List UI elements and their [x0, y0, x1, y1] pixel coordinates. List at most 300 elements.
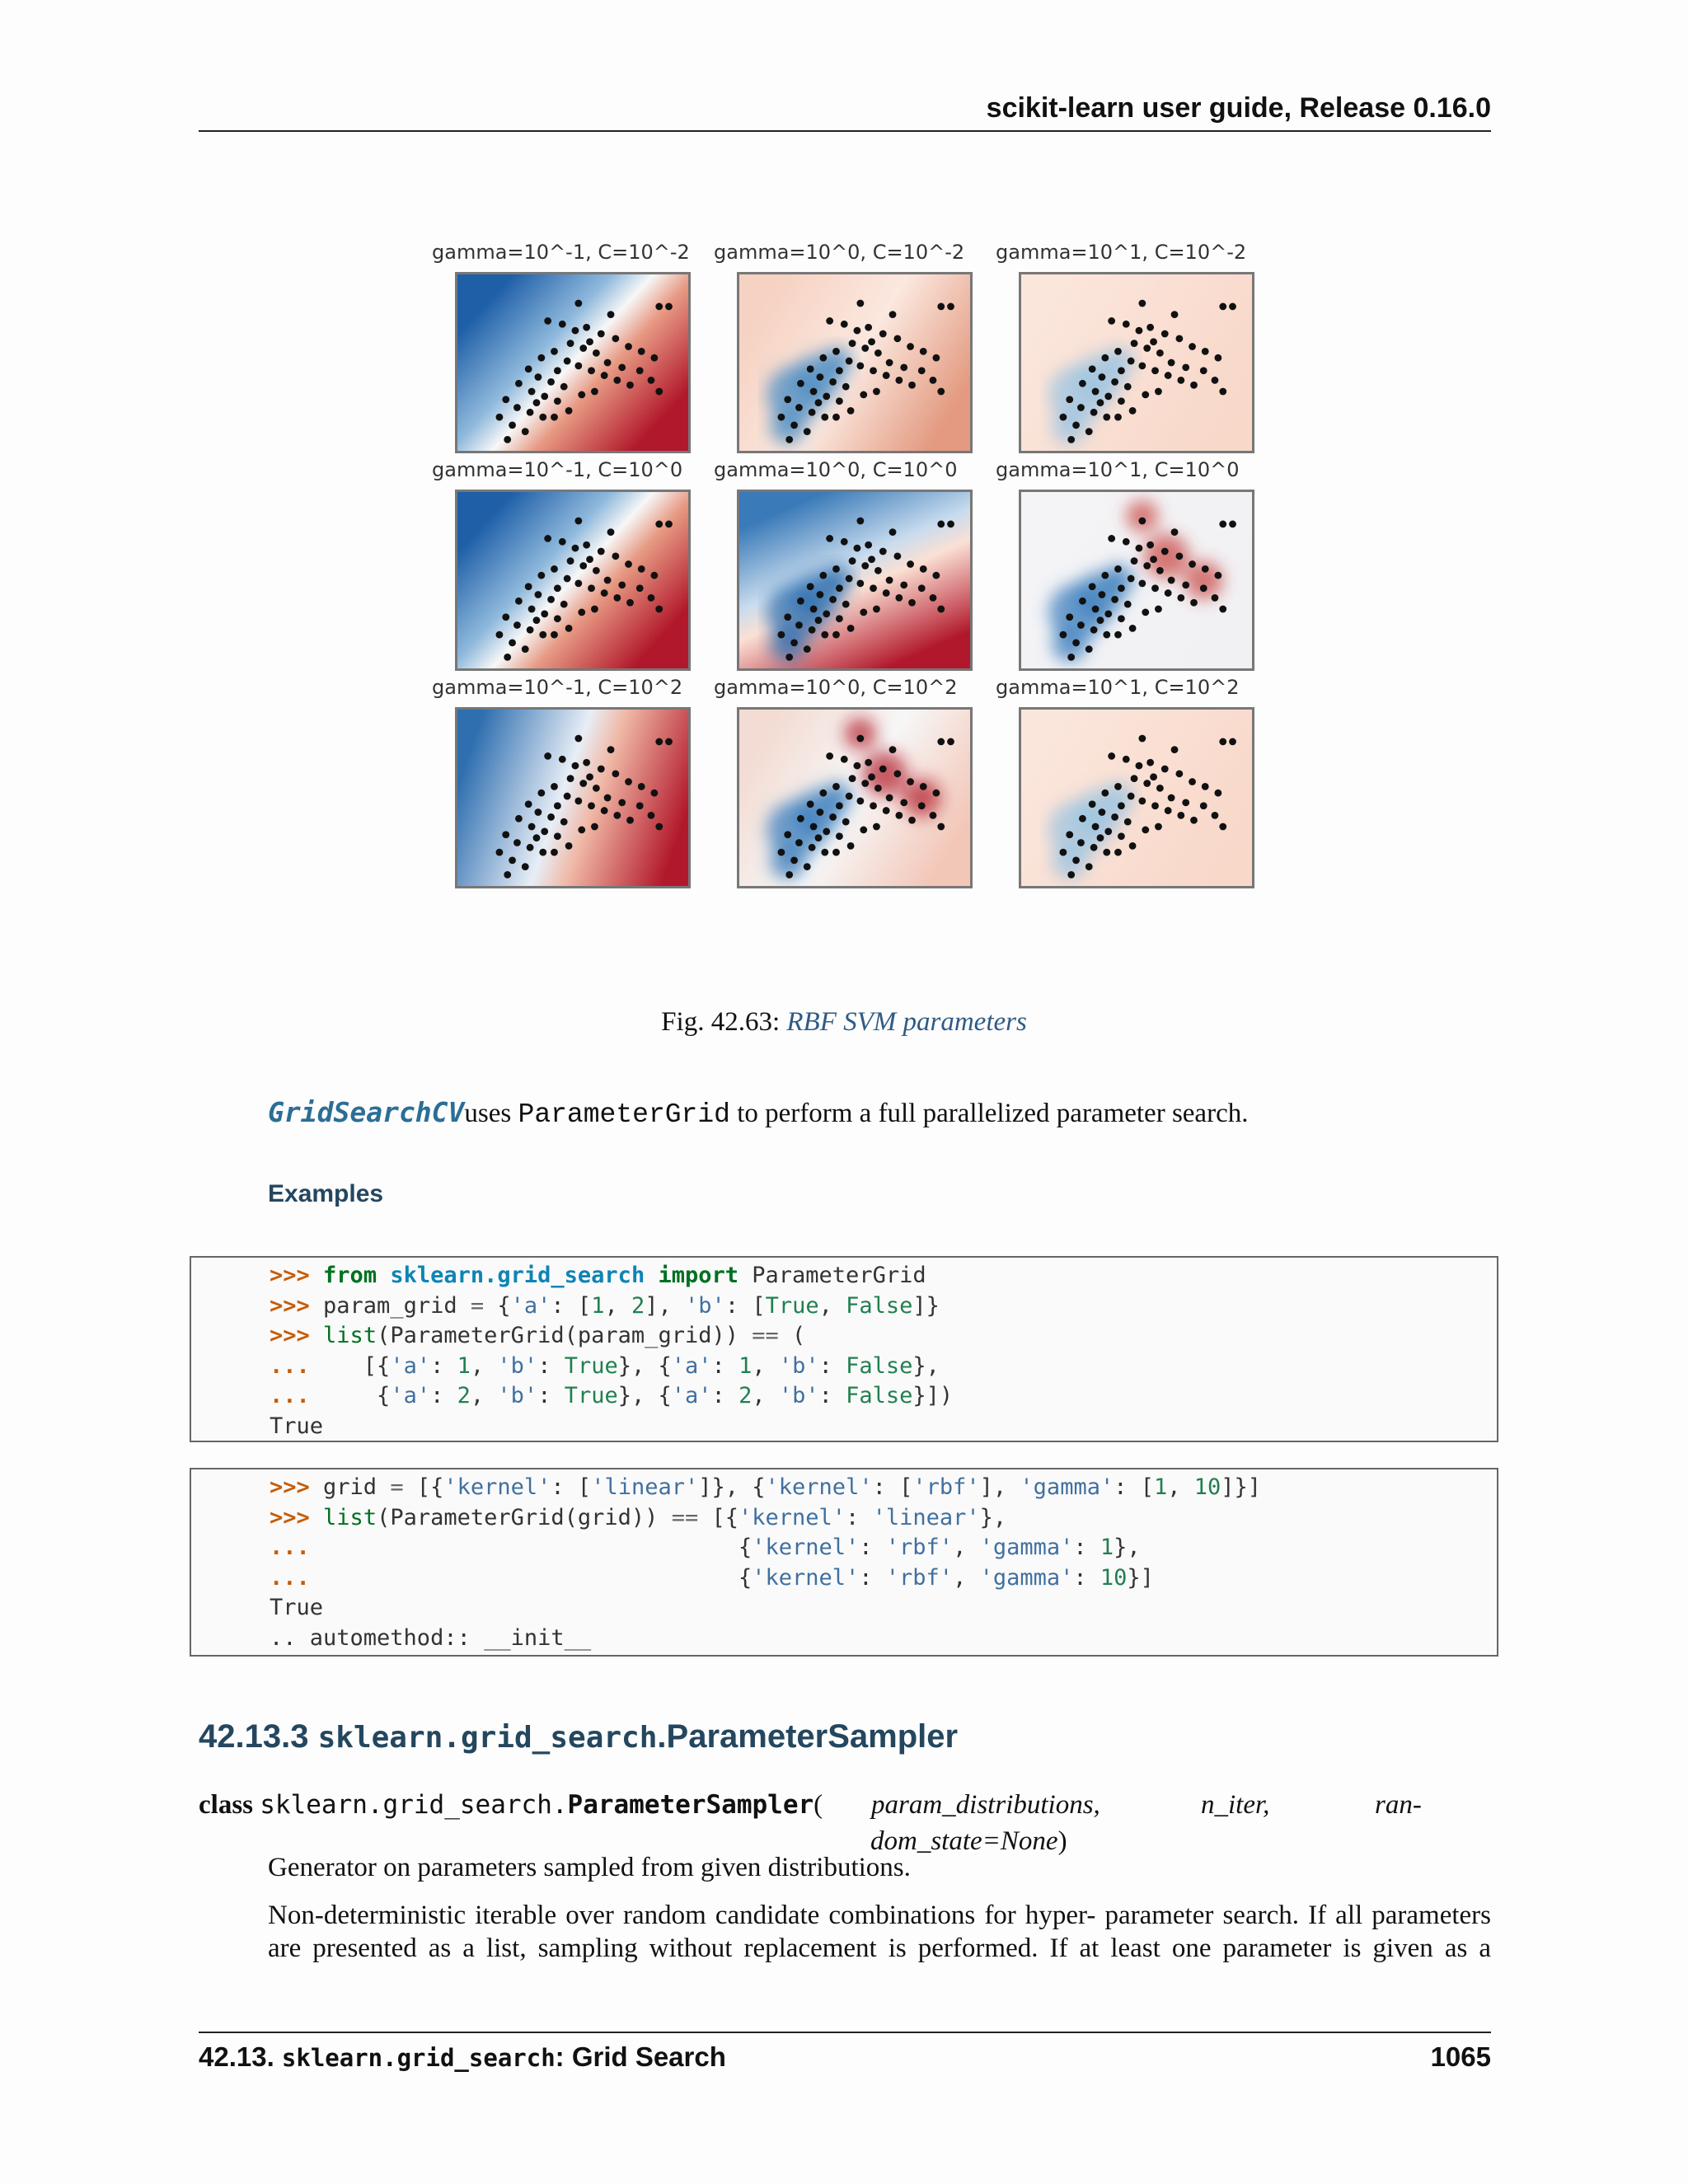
- sample-point: [586, 773, 593, 780]
- sample-point: [1214, 354, 1221, 362]
- sample-point: [560, 601, 568, 608]
- sample-point: [525, 583, 532, 590]
- decision-function-panel: [455, 272, 691, 453]
- sample-point: [574, 798, 582, 805]
- sample-point: [1165, 589, 1172, 597]
- sample-point: [648, 594, 655, 602]
- sample-point: [810, 823, 818, 831]
- decision-function-panel: [737, 272, 973, 453]
- sample-point: [638, 348, 645, 355]
- sample-point: [819, 572, 827, 579]
- sample-point: [574, 518, 582, 525]
- sample-point: [1114, 565, 1122, 573]
- sample-point: [1190, 817, 1198, 824]
- sample-point: [515, 598, 523, 605]
- sample-point: [593, 349, 600, 357]
- sample-point: [1161, 766, 1169, 773]
- sample-point: [583, 541, 590, 549]
- sample-point: [1072, 856, 1080, 864]
- sample-point: [564, 358, 571, 365]
- sample-point: [804, 428, 811, 435]
- sample-point: [650, 354, 658, 362]
- sample-point: [1182, 581, 1189, 588]
- sample-point: [821, 631, 828, 639]
- sample-point: [613, 812, 621, 819]
- sample-point: [1090, 626, 1098, 634]
- sample-point: [815, 616, 823, 624]
- sample-point: [591, 823, 598, 831]
- sample-point: [856, 735, 864, 743]
- sample-point: [1118, 584, 1125, 592]
- sample-point: [522, 863, 529, 870]
- sample-point: [1060, 414, 1067, 421]
- sample-point: [1104, 610, 1112, 617]
- sample-point: [554, 397, 561, 405]
- sample-point: [832, 348, 840, 355]
- signature-name: [260, 1790, 814, 1820]
- sample-point: [1104, 392, 1112, 400]
- page-footer: [199, 2032, 1491, 2072]
- sample-point: [937, 303, 945, 311]
- sample-point: [785, 654, 793, 661]
- panel-title: gamma=10^0, C=10^0: [714, 458, 958, 481]
- sample-point: [1097, 834, 1104, 841]
- sample-point: [1092, 823, 1100, 831]
- sample-point: [625, 778, 632, 785]
- sample-point: [1111, 596, 1118, 603]
- sample-point: [541, 827, 548, 835]
- sample-point: [874, 567, 882, 574]
- sample-point: [1229, 521, 1236, 528]
- examples-heading: Examples: [268, 1180, 384, 1207]
- sample-point: [1212, 377, 1219, 384]
- sample-point: [1124, 818, 1132, 826]
- intro-text-2: to perform a full parallelized parameter search.: [729, 1099, 1249, 1128]
- sample-point: [1108, 752, 1115, 760]
- sample-point: [809, 626, 816, 634]
- sample-point: [826, 317, 833, 325]
- sample-point: [1156, 785, 1164, 792]
- sample-point: [598, 330, 605, 338]
- sample-point: [544, 535, 551, 542]
- sample-point: [504, 654, 511, 661]
- sample-point: [554, 367, 561, 374]
- sample-point: [821, 414, 828, 421]
- sample-point: [842, 383, 850, 391]
- sample-point: [626, 599, 634, 607]
- decision-function-panel: [1019, 707, 1254, 888]
- sample-point: [918, 802, 926, 809]
- description-details: Non-deterministic iterable over random candidate combinations for hyper- parameter search. If all parameters are presented as a list, sampling without replacement is performed. If at least one parameter is given as a: [268, 1900, 1491, 1963]
- sample-point: [865, 324, 872, 331]
- sample-point: [778, 414, 785, 421]
- sample-point: [528, 606, 536, 613]
- sample-point: [515, 815, 523, 823]
- sample-point: [655, 823, 663, 831]
- page-number: 1065: [1430, 2041, 1491, 2072]
- sample-point: [842, 601, 850, 608]
- sample-point: [932, 790, 940, 797]
- sample-point: [930, 377, 937, 384]
- sample-point: [908, 382, 916, 389]
- sample-point: [527, 409, 534, 416]
- figure-title-link[interactable]: RBF SVM parameters: [786, 1007, 1027, 1037]
- decision-function-panel: [1019, 490, 1254, 671]
- sample-point: [1190, 382, 1198, 389]
- sample-point: [1165, 372, 1172, 379]
- decision-background: [457, 274, 688, 451]
- sample-point: [893, 335, 901, 342]
- sample-point: [785, 871, 793, 879]
- sample-point: [541, 392, 548, 400]
- figure-caption: [0, 1007, 1688, 1038]
- sample-point: [665, 303, 673, 311]
- sample-point: [533, 616, 541, 624]
- sample-point: [856, 580, 864, 588]
- sample-point: [509, 639, 516, 646]
- sample-point: [1161, 330, 1169, 338]
- section-number: 42.13.3: [199, 1718, 309, 1755]
- sample-point: [1168, 359, 1175, 367]
- sample-point: [537, 354, 545, 362]
- sample-point: [527, 626, 534, 634]
- sample-point: [1077, 621, 1085, 629]
- sample-point: [1168, 577, 1175, 584]
- sample-point: [1124, 383, 1132, 391]
- sample-point: [607, 528, 615, 536]
- code-listing-2: >>> grid = [{'kernel': ['linear']}, {'kernel': ['rbf'], 'gamma': [1, 10]}] >>> list(ParameterGrid(grid)) == [{'kernel': 'linear'}, ... {'kernel': 'rbf', 'gamma': 1}, ... {'kernel': 'rbf', 'gamma': 10}] True .. automethod:: __init__: [270, 1474, 1262, 1651]
- sample-point: [1138, 518, 1146, 525]
- sample-point: [565, 842, 573, 850]
- sample-point: [1123, 756, 1130, 763]
- sample-point: [1151, 584, 1159, 592]
- sample-point: [567, 775, 574, 782]
- sample-point: [572, 762, 579, 770]
- sample-point: [554, 584, 561, 592]
- sample-point: [650, 790, 658, 797]
- sample-point: [829, 596, 837, 603]
- sample-point: [655, 388, 663, 396]
- sample-point: [823, 392, 830, 400]
- sample-point: [823, 610, 830, 617]
- sample-point: [1060, 631, 1067, 639]
- sample-point: [920, 348, 927, 355]
- sample-point: [836, 832, 843, 840]
- sample-point: [841, 321, 848, 328]
- sample-point: [1229, 738, 1236, 746]
- sample-point: [565, 407, 573, 415]
- signature-open-paren: (: [814, 1790, 823, 1820]
- code-block-1: [190, 1256, 1498, 1442]
- sample-point: [612, 335, 619, 342]
- sample-point: [900, 363, 907, 371]
- gridsearchcv-link[interactable]: GridSearchCV: [268, 1096, 465, 1128]
- sample-point: [648, 377, 655, 384]
- sample-point: [1219, 388, 1226, 396]
- sample-point: [1108, 535, 1115, 542]
- sample-point: [908, 817, 916, 824]
- sample-point: [665, 521, 673, 528]
- sample-point: [874, 785, 882, 792]
- sample-point: [856, 300, 864, 307]
- sample-point: [886, 359, 893, 367]
- sample-point: [1143, 780, 1151, 787]
- sample-point: [601, 372, 608, 379]
- sample-point: [1150, 555, 1157, 563]
- sample-point: [539, 631, 546, 639]
- sample-point: [567, 557, 574, 565]
- sample-point: [1229, 303, 1236, 311]
- sample-point: [1200, 802, 1207, 809]
- sample-point: [1128, 793, 1135, 800]
- sample-point: [1189, 343, 1196, 350]
- sample-point: [815, 834, 823, 841]
- sample-point: [588, 584, 595, 592]
- sample-point: [522, 428, 529, 435]
- code-listing-1: >>> from sklearn.grid_search import ParameterGrid >>> param_grid = {'a': [1, 2], 'b': [True, False]} >>> list(ParameterGrid(param_grid)) == ( ... [{'a': 1, 'b': True}, {'a': 1, 'b': False}, ... {'a': 2, 'b': True}, {'a': 2, 'b': False}]) True: [270, 1263, 954, 1439]
- sample-point: [1190, 599, 1198, 607]
- sample-point: [846, 575, 853, 583]
- sample-point: [1101, 790, 1109, 797]
- sample-point: [591, 388, 598, 396]
- sample-point: [626, 382, 634, 389]
- sample-point: [533, 834, 541, 841]
- sample-point: [1079, 598, 1086, 605]
- sample-point: [1202, 565, 1209, 573]
- sample-point: [832, 631, 840, 639]
- sample-point: [1142, 827, 1149, 834]
- signature-module-prefix: sklearn.grid_search.: [260, 1790, 568, 1820]
- sample-point: [870, 584, 877, 592]
- sample-point: [1114, 414, 1122, 421]
- sample-point: [527, 844, 534, 851]
- sample-point: [937, 388, 945, 396]
- sample-point: [534, 373, 542, 381]
- sample-point: [655, 521, 663, 528]
- sample-point: [539, 849, 546, 856]
- sample-point: [1138, 798, 1146, 805]
- sample-point: [784, 831, 791, 838]
- sample-point: [1098, 373, 1105, 381]
- sample-point: [588, 367, 595, 374]
- sample-point: [567, 340, 574, 347]
- sample-point: [1155, 606, 1162, 613]
- panel-title: gamma=10^0, C=10^-2: [714, 241, 965, 264]
- sample-point: [502, 396, 509, 403]
- sample-point: [807, 800, 814, 808]
- sample-point: [604, 359, 612, 367]
- sample-point: [1175, 335, 1183, 342]
- panel-title: gamma=10^1, C=10^0: [996, 458, 1240, 481]
- sample-point: [947, 303, 954, 311]
- sample-point: [807, 365, 814, 373]
- rbf-svm-figure: [429, 239, 1286, 907]
- sample-point: [868, 338, 875, 345]
- sample-point: [1077, 404, 1085, 411]
- sample-point: [832, 783, 840, 790]
- sample-point: [821, 849, 828, 856]
- sample-point: [547, 378, 555, 386]
- sample-point: [1212, 812, 1219, 819]
- footer-section-number: 42.13.: [199, 2041, 274, 2072]
- sample-point: [1114, 849, 1122, 856]
- sample-point: [504, 436, 511, 443]
- sample-point: [816, 591, 823, 598]
- sample-point: [559, 321, 566, 328]
- sample-point: [842, 818, 850, 826]
- arg-random-state-part1: ran-: [1375, 1790, 1422, 1820]
- sample-point: [554, 802, 561, 809]
- sample-point: [895, 594, 903, 602]
- sample-point: [1131, 557, 1138, 565]
- arg-n-iter: n_iter,: [1201, 1790, 1270, 1820]
- sample-point: [883, 372, 890, 379]
- sample-point: [1108, 317, 1115, 325]
- running-header: [199, 91, 1491, 132]
- sample-point: [598, 766, 605, 773]
- sample-point: [1142, 609, 1149, 616]
- sample-point: [1189, 778, 1196, 785]
- sample-point: [525, 800, 532, 808]
- sample-point: [1219, 303, 1226, 311]
- decision-function-panel: [737, 490, 973, 671]
- sample-point: [1171, 746, 1179, 753]
- sample-point: [1103, 631, 1110, 639]
- parametergrid-code: ParameterGrid: [518, 1099, 730, 1130]
- sample-point: [496, 631, 504, 639]
- decision-function-panel: [455, 490, 691, 671]
- sample-point: [1103, 849, 1110, 856]
- sample-point: [1219, 521, 1226, 528]
- sample-point: [541, 610, 548, 617]
- arg-random-state-text: dom_state=None: [870, 1826, 1058, 1856]
- sample-point: [539, 414, 546, 421]
- sample-point: [836, 615, 843, 622]
- sample-point: [1067, 436, 1075, 443]
- sample-point: [509, 421, 516, 429]
- sample-point: [547, 596, 555, 603]
- sample-point: [1214, 790, 1221, 797]
- panel-title: gamma=10^-1, C=10^0: [432, 458, 683, 481]
- code-block-2: [190, 1468, 1498, 1657]
- sample-point: [513, 404, 521, 411]
- sample-point: [907, 343, 914, 350]
- sample-point: [937, 823, 945, 831]
- sample-point: [607, 311, 615, 318]
- sample-point: [816, 808, 823, 816]
- section-class-name: .ParameterSampler: [657, 1718, 959, 1755]
- sample-point: [1177, 377, 1184, 384]
- sample-point: [1212, 594, 1219, 602]
- sample-point: [1101, 572, 1109, 579]
- sample-point: [847, 625, 855, 632]
- signature-class-name: ParameterSampler: [567, 1790, 814, 1820]
- sample-point: [879, 548, 887, 555]
- sample-point: [579, 562, 587, 569]
- sample-point: [1129, 625, 1137, 632]
- sample-point: [1089, 583, 1096, 590]
- sample-point: [1129, 407, 1137, 415]
- sample-point: [554, 615, 561, 622]
- sample-point: [502, 613, 509, 621]
- sample-point: [889, 311, 897, 318]
- sample-point: [560, 818, 568, 826]
- sample-point: [504, 871, 511, 879]
- sample-point: [578, 827, 585, 834]
- sample-point: [537, 572, 545, 579]
- sample-point: [1136, 327, 1143, 335]
- sample-point: [1114, 348, 1122, 355]
- sample-point: [1189, 560, 1196, 568]
- sample-point: [836, 802, 843, 809]
- sample-point: [1171, 528, 1179, 536]
- sample-point: [868, 555, 875, 563]
- sample-point: [886, 577, 893, 584]
- sample-point: [900, 581, 907, 588]
- sample-point: [784, 613, 791, 621]
- sample-point: [1114, 783, 1122, 790]
- sample-point: [1138, 735, 1146, 743]
- sample-point: [856, 518, 864, 525]
- sample-point: [1168, 794, 1175, 802]
- sample-point: [847, 842, 855, 850]
- sample-point: [601, 807, 608, 814]
- sample-point: [533, 399, 541, 406]
- sample-point: [547, 813, 555, 821]
- sample-point: [537, 790, 545, 797]
- sample-point: [907, 560, 914, 568]
- sample-point: [865, 759, 872, 766]
- sample-point: [544, 752, 551, 760]
- sample-point: [636, 802, 644, 809]
- sample-point: [865, 541, 872, 549]
- sample-point: [883, 807, 890, 814]
- signature-close-paren: ): [1057, 1826, 1067, 1856]
- sample-point: [572, 327, 579, 335]
- sample-point: [1175, 770, 1183, 777]
- sample-point: [513, 839, 521, 846]
- footer-title: : Grid Search: [555, 2041, 726, 2072]
- sample-point: [1101, 354, 1109, 362]
- decision-background: [457, 492, 688, 668]
- sample-point: [810, 388, 818, 396]
- sample-point: [496, 849, 504, 856]
- sample-point: [932, 354, 940, 362]
- sample-point: [860, 827, 867, 834]
- sample-point: [856, 798, 864, 805]
- sample-point: [1118, 802, 1125, 809]
- sample-point: [1067, 654, 1075, 661]
- sample-point: [873, 823, 880, 831]
- sample-point: [648, 812, 655, 819]
- sample-point: [1155, 823, 1162, 831]
- sample-point: [1079, 815, 1086, 823]
- sample-point: [1066, 396, 1073, 403]
- panel-title: gamma=10^1, C=10^2: [996, 676, 1240, 699]
- sample-point: [823, 827, 830, 835]
- sample-point: [889, 528, 897, 536]
- sample-point: [1182, 363, 1189, 371]
- sample-point: [1090, 844, 1098, 851]
- sample-point: [804, 645, 811, 653]
- sample-point: [1097, 399, 1104, 406]
- sample-point: [879, 330, 887, 338]
- sample-point: [1124, 601, 1132, 608]
- sample-point: [502, 831, 509, 838]
- sample-point: [826, 535, 833, 542]
- sample-point: [636, 367, 644, 374]
- sample-point: [832, 414, 840, 421]
